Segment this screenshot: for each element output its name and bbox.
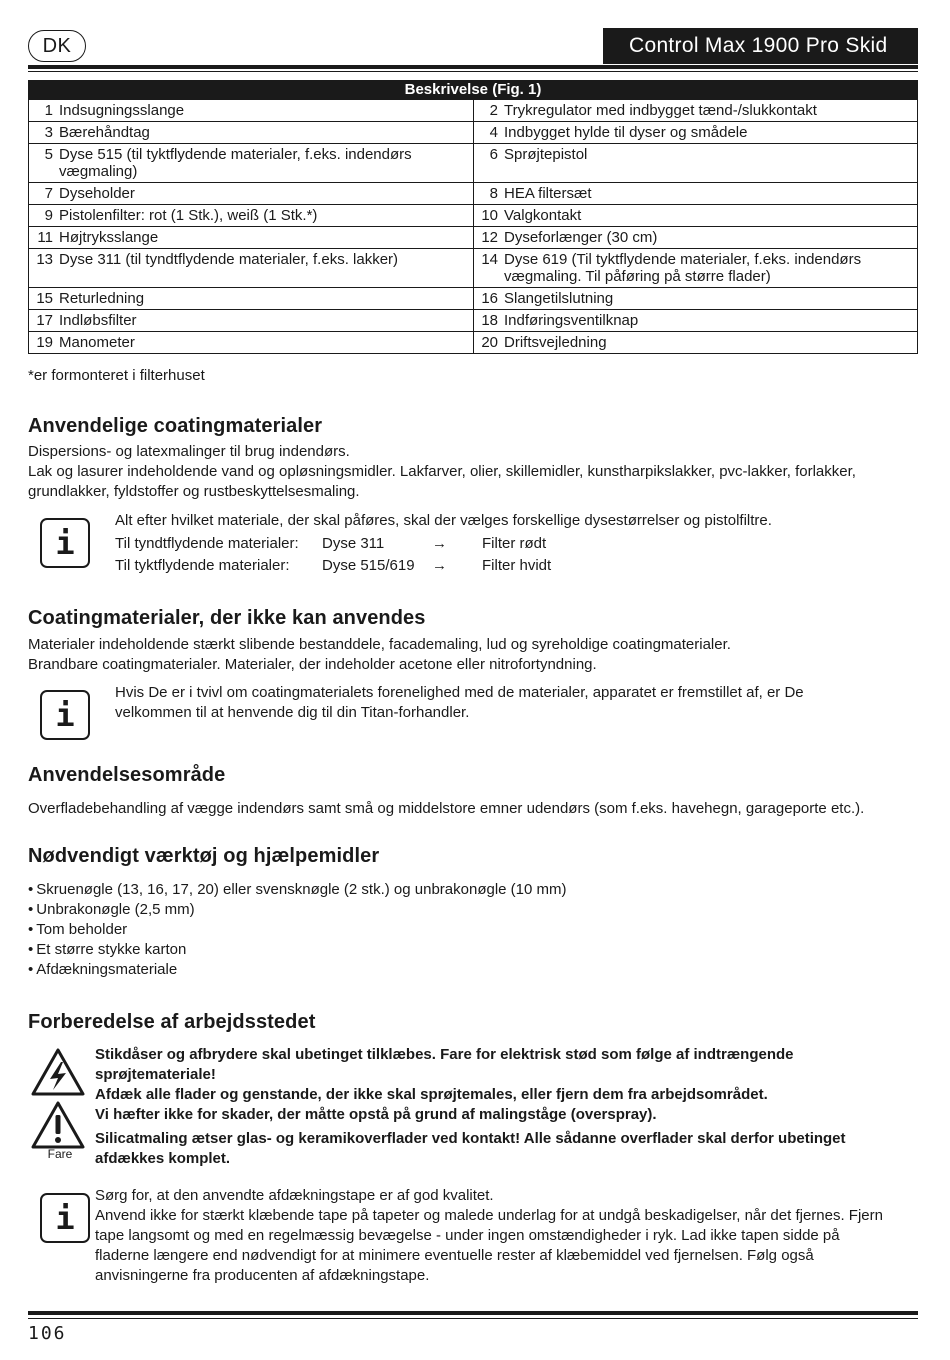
table-cell: [473, 122, 917, 143]
info-icon: i: [40, 690, 90, 740]
part-description: Returledning: [59, 290, 145, 307]
table-cell: [473, 183, 917, 204]
table-cell: [473, 144, 917, 182]
info-icon: i: [40, 518, 90, 568]
table-cell: [473, 100, 917, 121]
parts-table: [28, 80, 918, 354]
list-item: • Skruenøgle (13, 16, 17, 20) eller svensknøgle (2 stk.) og unbrakonøgle (10 mm): [28, 880, 567, 900]
table-cell: [29, 249, 473, 287]
table-cell: [473, 249, 917, 287]
table-row: [28, 122, 918, 144]
list-item: • Unbrakonøgle (2,5 mm): [28, 900, 567, 920]
table-cell: [29, 144, 473, 182]
part-description: Pistolenfilter: rot (1 Stk.), weiß (1 Stk.*): [59, 207, 318, 224]
part-description: Dyse 311 (til tyndtflydende materialer, f.eks. lakker): [59, 251, 399, 268]
electric-hazard-icon: [30, 1047, 86, 1097]
part-number: 11: [37, 229, 53, 246]
part-number: 5: [44, 146, 53, 163]
part-number: 14: [481, 251, 498, 268]
part-number: 16: [481, 290, 498, 307]
table-row: [28, 227, 918, 249]
table-cell: [29, 205, 473, 226]
table-cell: [473, 310, 917, 331]
table-cell: [29, 183, 473, 204]
warning-text: Afdæk alle flader og genstande, der ikke skal sprøjtemales, eller fjern dem fra arbejdsområdet.: [95, 1086, 768, 1103]
part-description: Valgkontakt: [504, 207, 582, 224]
part-number: 3: [44, 124, 53, 141]
part-number: 8: [489, 185, 498, 202]
table-cell: [29, 100, 473, 121]
list-item: • Afdækningsmateriale: [28, 960, 567, 980]
part-description: Slangetilslutning: [504, 290, 614, 307]
part-description: Sprøjtepistol: [504, 146, 588, 163]
list-item: • Tom beholder: [28, 920, 567, 940]
part-description: Indløbsfilter: [59, 312, 137, 329]
text-line: Brandbare coatingmaterialer. Materialer, der indeholder acetone eller nitrofortyndning.: [28, 656, 597, 673]
info-note: [115, 511, 905, 576]
part-description: Driftsvejledning: [504, 334, 607, 351]
material-label: Til tyktflydende materialer:: [115, 557, 290, 574]
info-text: Anvend ikke for stærkt klæbende tape på tapeter og malede underlag for at undgå beskadigelser, når det fjernes. Fjern tape langsomt og med en regelmæssig bevægelse - under ingen omstændigheder i ryk. Lad ikke tapen sidde på fladerne længere end nødvendigt for at minimere eventuelle rester af klæbemiddel ved fjernelsen. Følg også anvisningerne fra producenten af afdækningstape.: [95, 1207, 883, 1284]
language-badge: DK: [28, 30, 86, 62]
part-description: Manometer: [59, 334, 135, 351]
part-description: Indføringsventilknap: [504, 312, 639, 329]
section-heading-tools: Nødvendigt værktøj og hjælpemidler: [28, 845, 380, 867]
table-row: [28, 249, 918, 288]
part-description: Indsugningsslange: [59, 102, 185, 119]
part-number: 9: [44, 207, 53, 224]
part-description: HEA filtersæt: [504, 185, 592, 202]
section-heading-unusable-materials: Coatingmaterialer, der ikke kan anvendes: [28, 607, 426, 629]
part-number: 13: [36, 251, 53, 268]
table-row: [28, 205, 918, 227]
warning-text: Stikdåser og afbrydere skal ubetinget tilklæbes. Fare for elektrisk stød som følge af indtrængende sprøjtemateriale!: [95, 1046, 794, 1083]
list-item: • Et større stykke karton: [28, 940, 567, 960]
part-description: Dyse 515 (til tyktflydende materialer, f.eks. indendørs vægmaling): [59, 146, 412, 180]
table-cell: [29, 288, 473, 309]
table-cell: [473, 205, 917, 226]
part-description: Dyseholder: [59, 185, 135, 202]
table-cell: [473, 288, 917, 309]
arrow-icon: →: [432, 557, 447, 574]
table-row: [28, 310, 918, 332]
page-number: 106: [28, 1323, 67, 1344]
part-number: 12: [481, 229, 498, 246]
warning-text: Vi hæfter ikke for skader, der måtte opstå på grund af malingståge (overspray).: [95, 1106, 657, 1123]
material-label: Til tyndtflydende materialer:: [115, 535, 299, 552]
info-text: Alt efter hvilket materiale, der skal påføres, skal der vælges forskellige dysestørrelser og pistolfiltre.: [115, 512, 772, 529]
part-description: Dyseforlænger (30 cm): [504, 229, 658, 246]
arrow-icon: →: [432, 535, 447, 552]
part-description: Indbygget hylde til dyser og smådele: [504, 124, 748, 141]
warning-text-block: [95, 1045, 895, 1169]
info-icon: i: [40, 1193, 90, 1243]
paragraph: [28, 442, 918, 502]
text-line: Lak og lasurer indeholdende vand og opløsningsmidler. Lakfarver, olier, skillemidler, kunstharpikslakker, pvc-lakker, forlakker, grundlakker, fyldstoffer og rustbeskyttelsesmaling.: [28, 463, 856, 500]
text-line: Dispersions- og latexmalinger til brug indendørs.: [28, 443, 350, 460]
table-cell: [29, 122, 473, 143]
table-cell: [473, 332, 917, 353]
table-cell: [29, 332, 473, 353]
part-number: 7: [44, 185, 53, 202]
part-description: Dyse 619 (Til tyktflydende materialer, f.eks. indendørs vægmaling. Til påføring på større flader): [504, 251, 862, 285]
part-number: 4: [489, 124, 498, 141]
paragraph: [28, 635, 918, 675]
part-number: 1: [44, 102, 53, 119]
filter-value: Filter hvidt: [482, 557, 552, 574]
table-row: [28, 288, 918, 310]
part-number: 10: [481, 207, 498, 224]
paragraph: Overfladebehandling af vægge indendørs samt små og middelstore emner udendørs (som f.eks. havehegn, garageporte etc.).: [28, 800, 865, 817]
table-title: Beskrivelse (Fig. 1): [28, 80, 918, 100]
part-number: 18: [481, 312, 498, 329]
part-description: Bærehåndtag: [59, 124, 150, 141]
info-text: Sørg for, at den anvendte afdækningstape er af god kvalitet.: [95, 1187, 494, 1204]
table-body: [28, 100, 918, 354]
info-note: Hvis De er i tvivl om coatingmaterialets forenelighed med de materialer, apparatet er fremstillet af, er De velkommen til at henvende dig til din Titan-forhandler.: [115, 684, 804, 721]
warning-icon: [30, 1100, 86, 1150]
product-title: Control Max 1900 Pro Skid: [603, 28, 918, 64]
tools-list: [28, 880, 567, 980]
table-row: [28, 100, 918, 122]
part-number: 20: [481, 334, 498, 351]
table-footnote: *er formonteret i filterhuset: [28, 367, 205, 384]
part-number: 6: [489, 146, 498, 163]
footer-rule: [28, 1311, 918, 1315]
section-heading-applicable-materials: Anvendelige coatingmaterialer: [28, 415, 323, 437]
table-cell: [29, 310, 473, 331]
section-heading-application-area: Anvendelsesområde: [28, 764, 226, 786]
part-number: 2: [489, 102, 498, 119]
info-note: [95, 1186, 895, 1286]
part-number: 17: [36, 312, 53, 329]
part-number: 15: [36, 290, 53, 307]
nozzle-value: Dyse 515/619: [322, 557, 415, 574]
filter-value: Filter rødt: [482, 535, 547, 552]
header-rule: [28, 65, 918, 69]
header-rule-thin: [28, 71, 918, 72]
table-row: [28, 183, 918, 205]
part-description: Trykregulator med indbygget tænd-/slukkontakt: [504, 102, 817, 119]
material-row: [115, 556, 905, 576]
table-row: [28, 332, 918, 354]
section-heading-workplace-prep: Forberedelse af arbejdsstedet: [28, 1011, 316, 1033]
warning-label: Fare: [47, 1147, 73, 1161]
part-description: Højtryksslange: [59, 229, 159, 246]
table-cell: [473, 227, 917, 248]
footer-rule-thin: [28, 1318, 918, 1319]
warning-text: Silicatmaling ætser glas- og keramikoverflader ved kontakt! Alle sådanne overflader skal derfor ubetinget afdækkes komplet.: [95, 1130, 846, 1167]
text-line: Materialer indeholdende stærkt slibende bestanddele, facademaling, lud og syreholdige coatingmaterialer.: [28, 636, 731, 653]
part-number: 19: [36, 334, 53, 351]
table-cell: [29, 227, 473, 248]
table-row: [28, 144, 918, 183]
nozzle-value: Dyse 311: [322, 535, 385, 552]
material-row: [115, 534, 905, 554]
